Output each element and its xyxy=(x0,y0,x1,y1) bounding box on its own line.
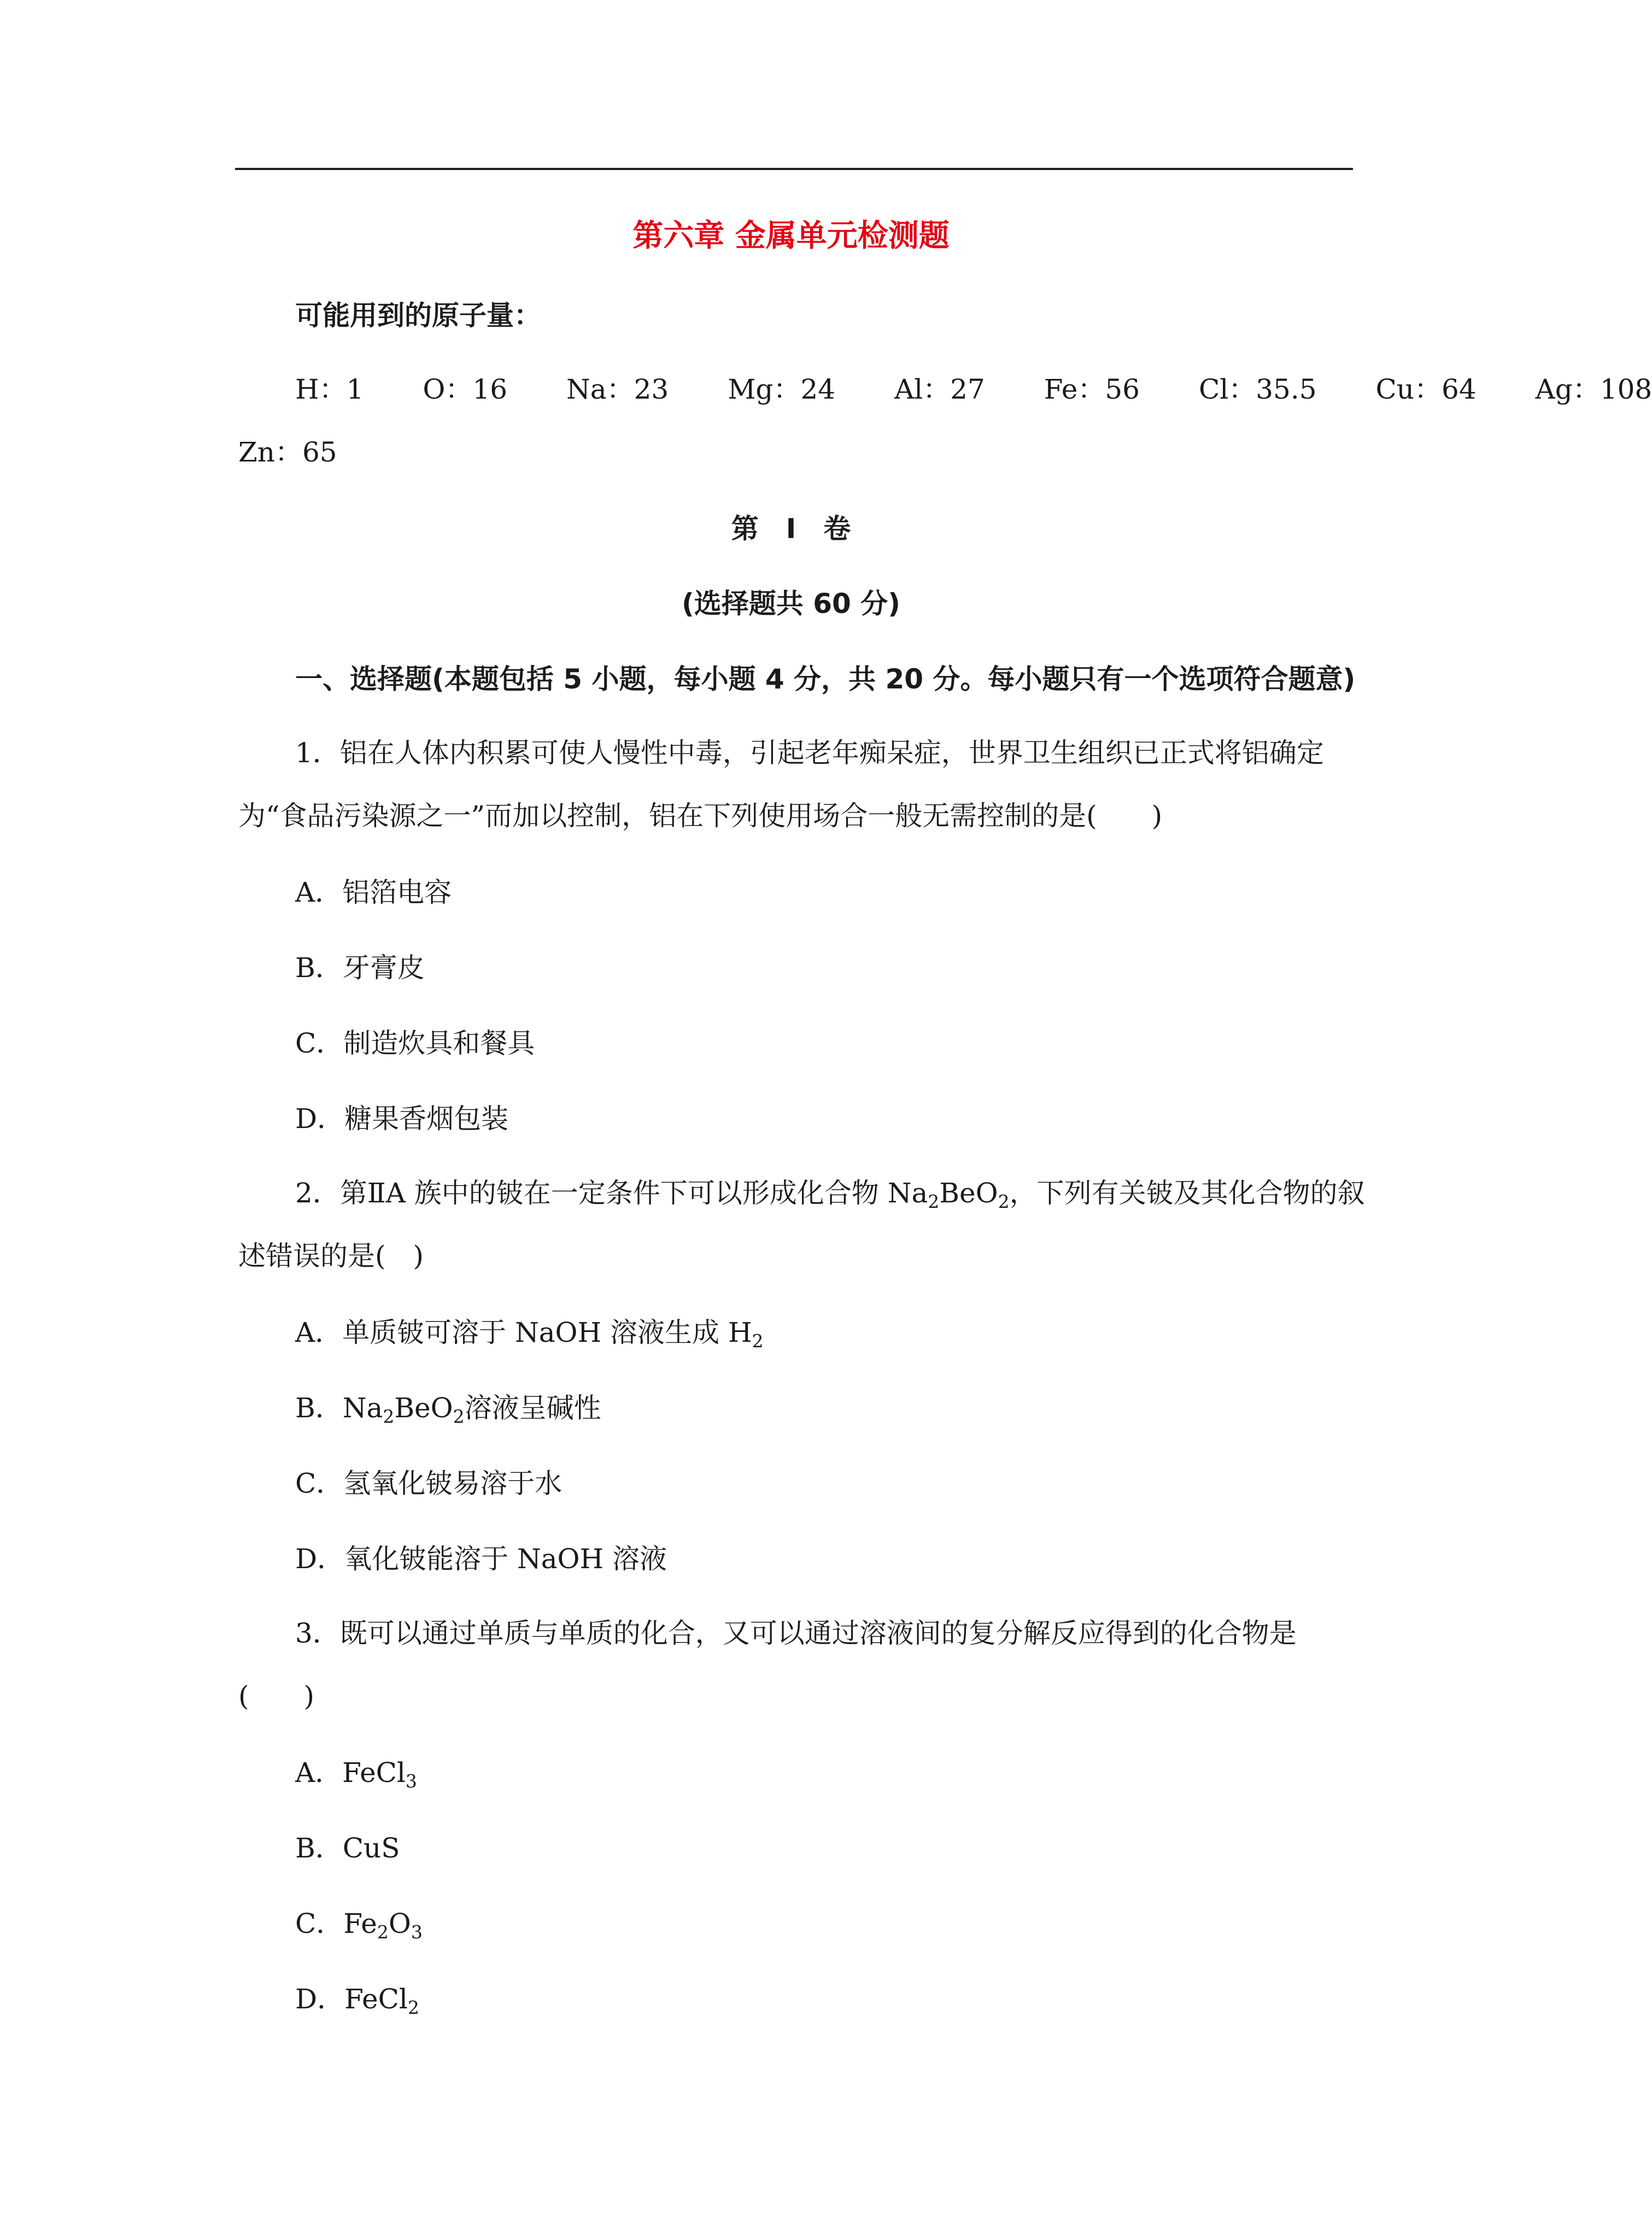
atomic-mass-o: O：16 xyxy=(423,373,508,405)
header-rule xyxy=(235,168,1353,170)
atomic-mass-cl: Cl：35.5 xyxy=(1198,373,1317,405)
question-3-line-2: ( ) xyxy=(238,1680,315,1712)
atomic-mass-fe: Fe：56 xyxy=(1044,373,1140,405)
atomic-mass-list xyxy=(295,372,1652,407)
question-3-option-a: A．FeCl$_3$ xyxy=(295,1757,417,1792)
question-1-option-c: C．制造炊具和餐具 xyxy=(295,1027,535,1059)
section-heading: 一、选择题(本题包括 5 小题，每小题 4 分，共 20 分。每小题只有一个选项符合题意) xyxy=(295,663,1356,695)
question-3-option-d: D．FeCl$_2$ xyxy=(295,1983,419,2018)
atomic-mass-heading: 可能用到的原子量： xyxy=(295,300,541,331)
atomic-mass-zn: Zn：65 xyxy=(238,436,337,468)
atomic-mass-al: Al：27 xyxy=(894,373,985,405)
question-3-option-b: B．CuS xyxy=(295,1832,400,1864)
page-title: 第六章 金属单元检测题 xyxy=(632,218,950,254)
atomic-mass-cu: Cu：64 xyxy=(1375,373,1477,405)
question-1-line-2: 为“食品污染源之一”而加以控制，铝在下列使用场合一般无需控制的是( ) xyxy=(238,800,1163,832)
question-1-option-d: D．糖果香烟包装 xyxy=(295,1103,509,1135)
volume-title: 第 I 卷 xyxy=(731,513,851,545)
atomic-mass-h: H：1 xyxy=(295,373,364,405)
question-3-line-1: 3．既可以通过单质与单质的化合，又可以通过溶液间的复分解反应得到的化合物是 xyxy=(295,1617,1297,1649)
question-2-option-d: D．氧化铍能溶于 NaOH 溶液 xyxy=(295,1543,667,1575)
question-2-option-a: A．单质铍可溶于 NaOH 溶液生成 $H_2$ xyxy=(295,1317,764,1352)
question-3-option-c: C．$Fe_2O_3$ xyxy=(295,1908,423,1943)
question-2-line-1: 2．第ⅡA 族中的铍在一定条件下可以形成化合物 $Na_2BeO_2$，下列有关铍及其化合物的叙 xyxy=(295,1177,1365,1212)
atomic-mass-na: Na：23 xyxy=(566,373,669,405)
question-2-line-2: 述错误的是( ) xyxy=(238,1240,424,1272)
atomic-mass-mg: Mg：24 xyxy=(728,373,836,405)
question-1-option-b: B．牙膏皮 xyxy=(295,952,425,984)
question-1-option-a: A．铝箔电容 xyxy=(295,876,452,908)
question-2-option-b: B．$Na_2BeO_2$溶液呈碱性 xyxy=(295,1392,601,1427)
volume-subtitle: (选择题共 60 分) xyxy=(681,588,901,620)
question-1-line-1: 1．铝在人体内积累可使人慢性中毒，引起老年痴呆症，世界卫生组织已正式将铝确定 xyxy=(295,737,1324,769)
question-2-option-c: C．氢氧化铍易溶于水 xyxy=(295,1468,563,1499)
atomic-mass-ag: Ag：108 xyxy=(1535,373,1652,405)
